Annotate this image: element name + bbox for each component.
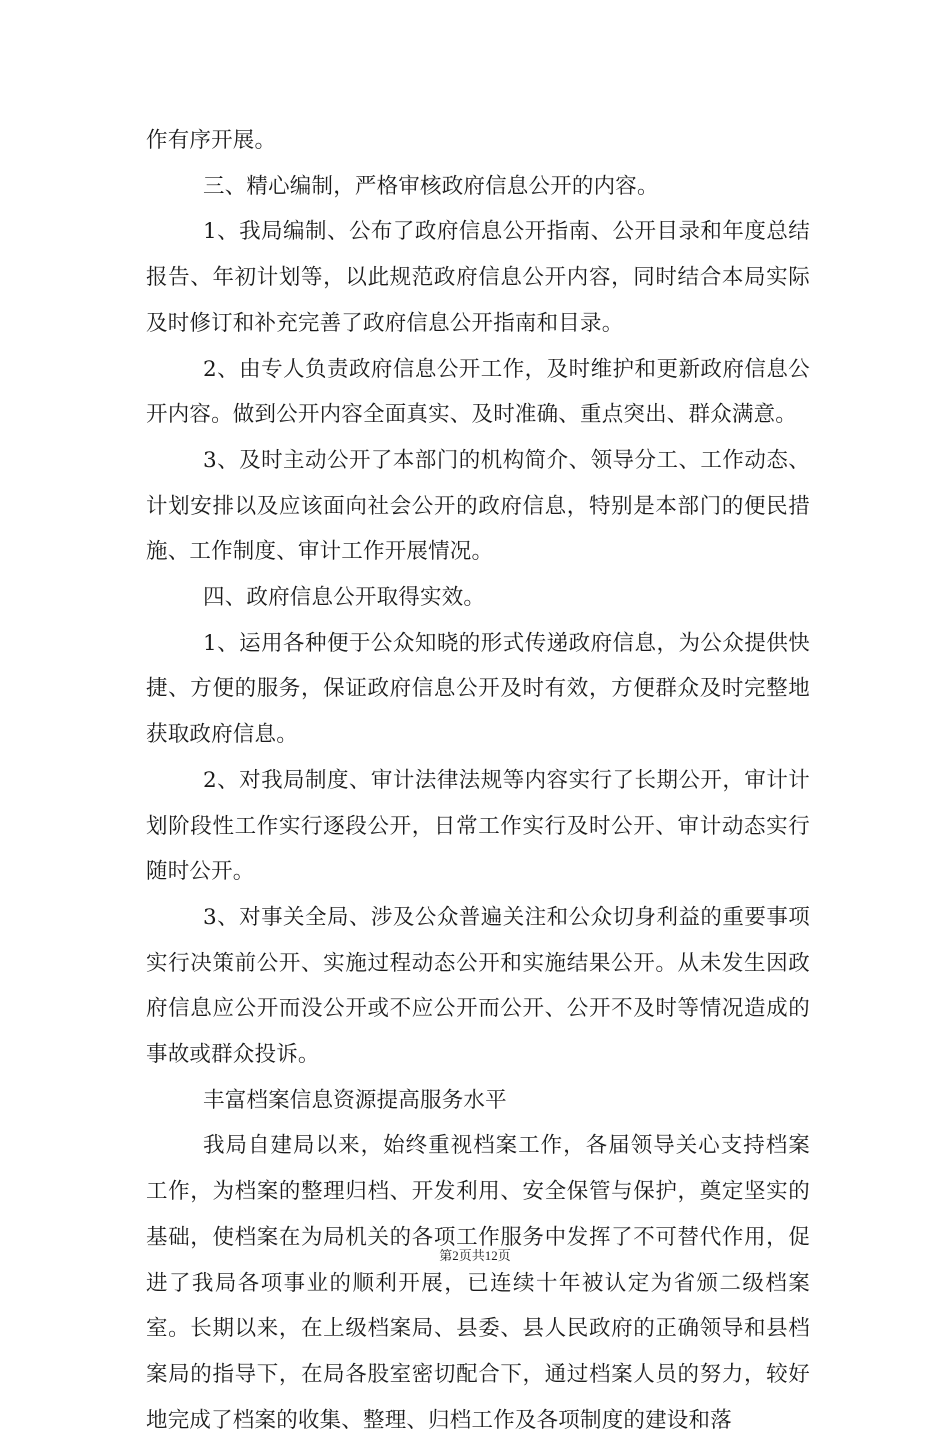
page-footer — [0, 1247, 950, 1266]
document-body — [146, 118, 810, 1443]
footer-middle: 页共 — [458, 1249, 485, 1264]
paragraph: 我局自建局以来，始终重视档案工作，各届领导关心支持档案工作，为档案的整理归档、开发利用、安全保管与保护，奠定坚实的基础，使档案在为局机关的各项工作服务中发挥了不可替代作用，促进了我局各项事业的顺利开展，已连续十年被认定为省颁二级档案室。长期以来，在上级档案局、县委、县人民政府的正确领导和县档案局的指导下，在局各股室密切配合下，通过档案人员的努力，较好地完成了档案的收集、整理、归档工作及各项制度的建设和落 — [146, 1133, 810, 1433]
total-pages-number: 12 — [484, 1248, 498, 1263]
footer-suffix: 页 — [497, 1249, 511, 1264]
section-heading: 三、精心编制，严格审核政府信息公开的内容。 — [203, 173, 659, 199]
article-title: 丰富档案信息资源提高服务水平 — [203, 1087, 507, 1113]
paragraph: 1、我局编制、公布了政府信息公开指南、公开目录和年度总结报告、年初计划等，以此规范政府信息公开内容，同时结合本局实际及时修订和补充完善了政府信息公开指南和目录。 — [146, 219, 810, 336]
paragraph: 3、及时主动公开了本部门的机构简介、领导分工、工作动态、计划安排以及应该面向社会公开的政府信息，特别是本部门的便民措施、工作制度、审计工作开展情况。 — [146, 447, 810, 565]
paragraph: 1、运用各种便于公众知晓的形式传递政府信息，为公众提供快捷、方便的服务，保证政府信息公开及时有效，方便群众及时完整地获取政府信息。 — [146, 630, 810, 748]
section-heading: 四、政府信息公开取得实效。 — [203, 585, 486, 611]
paragraph: 3、对事关全局、涉及公众普遍关注和公众切身利益的重要事项实行决策前公开、实施过程动态公开和实施结果公开。从未发生因政府信息应公开而没公开或不应公开而公开、公开不及时等情况造成的事故或群众投诉。 — [146, 904, 810, 1068]
paragraph: 2、对我局制度、审计法律法规等内容实行了长期公开，审计计划阶段性工作实行逐段公开，日常工作实行及时公开、审计动态实行随时公开。 — [146, 767, 810, 885]
paragraph: 2、由专人负责政府信息公开工作，及时维护和更新政府信息公开内容。做到公开内容全面真实、及时准确、重点突出、群众满意。 — [146, 356, 810, 428]
current-page-number: 2 — [452, 1248, 459, 1263]
footer-prefix: 第 — [439, 1249, 453, 1264]
paragraph: 作有序开展。 — [146, 128, 277, 153]
